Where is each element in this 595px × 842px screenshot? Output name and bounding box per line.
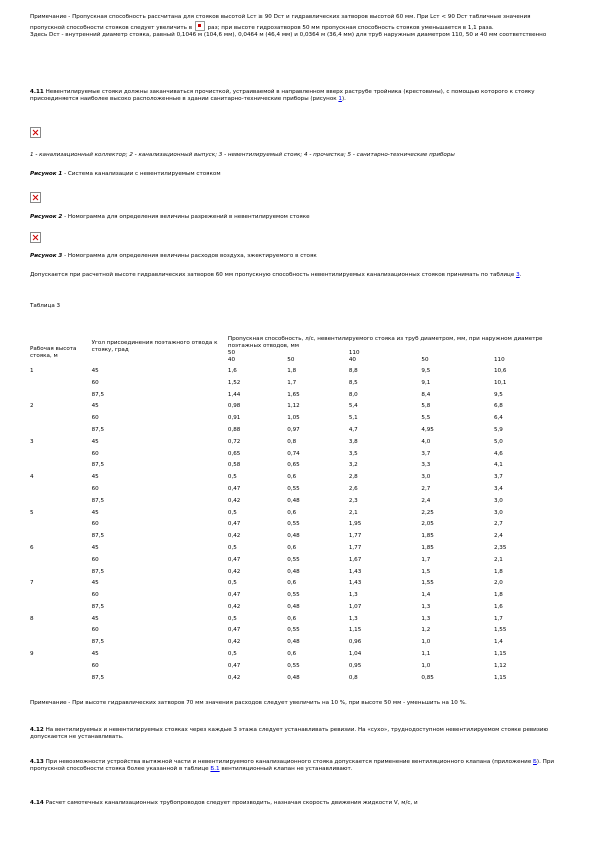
cell-angle: 87,5 [91, 533, 105, 540]
cell-capacity: 1,77 [348, 544, 362, 551]
cell-capacity: 3,0 [493, 497, 503, 504]
cell-capacity: 1,15 [348, 627, 362, 634]
cell-angle: 87,5 [91, 568, 105, 575]
cell-capacity: 2,1 [348, 509, 358, 516]
cell-capacity: 5,1 [348, 415, 358, 422]
cell-height [30, 427, 92, 439]
cell-capacity: 0,42 [227, 639, 241, 646]
cell-capacity: 0,55 [287, 592, 300, 599]
cell-capacity: 8,8 [348, 367, 358, 374]
table-row [30, 486, 560, 498]
cell-height: 6 [30, 544, 34, 551]
cell-height: 2 [30, 403, 34, 410]
cell-angle: 45 [91, 367, 99, 374]
cell-capacity: 1,43 [348, 568, 362, 575]
cell-capacity: 2,8 [348, 474, 358, 481]
cell-capacity: 2,7 [421, 485, 431, 492]
cell-capacity: 2,0 [493, 580, 503, 587]
section-4-11: 4.11 Невентилируемые стояки должны заканчиваться прочисткой, устраиваемой в направленном вверх раструбе тройника (крестовины), с помощью которого к стояку присоединяется наиболее высоко расположенные в здании санитарно-технические приборы (рисунок 1). [30, 89, 535, 102]
table-row [30, 569, 560, 581]
header-capacity: Пропускная способность, л/с, невентилируемого стояка из труб диаметром, мм, при наружном диаметре поэтажных отводов, мм [227, 336, 543, 349]
section-4-12: 4.12 На вентилируемых и невентилируемых стояках через каждые 3 этажа следует устанавливать ревизии. На «сухо», труднодоступном невентилируемом стояке ревизию допускается не устанавливать. [30, 727, 549, 740]
cell-capacity: 2,35 [493, 544, 507, 551]
cell-capacity: 0,72 [227, 438, 241, 445]
cell-capacity: 5,4 [348, 403, 358, 410]
cell-angle: 45 [91, 615, 99, 622]
cell-capacity: 9,5 [421, 367, 431, 374]
figure-3-caption: Рисунок 3 - Номограмма для определения величины расходов воздуха, эжектируемого в стояк [30, 253, 317, 259]
cell-capacity: 1,12 [287, 403, 300, 410]
cell-angle: 60 [91, 556, 99, 563]
cell-capacity: 2,3 [348, 497, 358, 504]
cell-capacity: 3,0 [421, 474, 431, 481]
table-row [30, 439, 560, 451]
cell-angle: 60 [91, 450, 99, 457]
table-row [30, 651, 560, 663]
cell-capacity: 0,95 [348, 662, 362, 669]
cell-capacity: 1,3 [348, 615, 358, 622]
cell-capacity: 0,74 [287, 450, 300, 457]
header-angle: Угол присоединения поэтажного отвода к стояку, град [91, 340, 218, 353]
figure-1-caption: Рисунок 1 - Система канализации с невентилируемым стояком [30, 171, 221, 177]
cell-height [30, 380, 92, 392]
cell-capacity: 1,65 [287, 391, 300, 398]
table-row [30, 580, 560, 592]
cell-capacity: 0,8 [287, 438, 297, 445]
figure-1-link[interactable]: 1 [338, 95, 342, 102]
cell-capacity: 1,2 [421, 627, 431, 634]
table-row [30, 604, 560, 616]
cell-height: 8 [30, 615, 34, 622]
cell-capacity: 6,4 [493, 415, 503, 422]
table-row [30, 592, 560, 604]
cell-capacity: 10,6 [493, 367, 507, 374]
cell-capacity: 0,42 [227, 497, 241, 504]
cell-capacity: 0,47 [227, 521, 241, 528]
cell-capacity: 1,95 [348, 521, 362, 528]
cell-capacity: 0,88 [227, 426, 241, 433]
cell-capacity: 0,48 [287, 568, 300, 575]
cell-angle: 45 [91, 580, 99, 587]
cell-capacity: 1,4 [421, 592, 431, 599]
cell-capacity: 0,48 [287, 533, 300, 540]
cell-capacity: 0,42 [227, 674, 241, 681]
cell-capacity: 0,6 [287, 509, 297, 516]
cell-angle: 60 [91, 379, 99, 386]
cell-capacity: 1,55 [493, 627, 507, 634]
table-row [30, 474, 560, 486]
cell-angle: 60 [91, 592, 99, 599]
cell-capacity: 1,7 [287, 379, 297, 386]
cell-angle: 87,5 [91, 639, 105, 646]
figure-1-legend: 1 - канализационный коллектор; 2 - канализационный выпуск; 3 - невентилируемый стояк; 4 - прочистка; 5 - санитарно-технические приборы [30, 152, 455, 158]
cell-capacity: 8,5 [348, 379, 358, 386]
cell-height [30, 569, 92, 581]
cell-height [30, 663, 92, 675]
table-row [30, 451, 560, 463]
cell-capacity: 1,4 [493, 639, 503, 646]
cell-angle: 87,5 [91, 391, 105, 398]
cell-angle: 60 [91, 415, 99, 422]
cell-capacity: 8,0 [348, 391, 358, 398]
header-sub: 50 [287, 356, 295, 363]
cell-capacity: 5,8 [421, 403, 431, 410]
cell-capacity: 0,5 [227, 509, 237, 516]
table-title: Таблица 3 [30, 303, 61, 309]
cell-capacity: 1,44 [227, 391, 241, 398]
cell-capacity: 3,2 [348, 462, 358, 469]
table-row [30, 415, 560, 427]
cell-capacity: 0,47 [227, 627, 241, 634]
cell-capacity: 0,5 [227, 651, 237, 658]
cell-capacity: 1,12 [493, 662, 507, 669]
cell-capacity: 1,7 [421, 556, 431, 563]
cell-capacity: 1,52 [227, 379, 241, 386]
cell-capacity: 2,4 [421, 497, 431, 504]
cell-capacity: 3,7 [493, 474, 503, 481]
table-row [30, 403, 560, 415]
table-3-intro: Допускается при расчетной высоте гидравлических затворов 60 мм пропускную способность невентилируемых канализационных стояков принимать по таблице 3. [30, 272, 522, 278]
cell-capacity: 1,77 [348, 533, 362, 540]
cell-capacity: 3,8 [348, 438, 358, 445]
cell-height [30, 451, 92, 463]
cell-height [30, 392, 92, 404]
section-4-14: 4.14 Расчет самотечных канализационных трубопроводов следует производить, назначая скорость движения жидкости V, м/с, и [30, 800, 418, 806]
header-d50: 50 [227, 349, 236, 356]
cell-capacity: 10,1 [493, 379, 507, 386]
broken-image-icon [30, 192, 41, 203]
table-row [30, 639, 560, 651]
cell-capacity: 0,91 [227, 415, 241, 422]
cell-capacity: 1,8 [287, 367, 297, 374]
table-row [30, 427, 560, 439]
cell-capacity: 0,55 [287, 627, 300, 634]
cell-capacity: 0,55 [287, 556, 300, 563]
cell-capacity: 0,42 [227, 568, 241, 575]
cell-capacity: 1,15 [493, 674, 507, 681]
cell-capacity: 4,95 [421, 426, 434, 433]
cell-height: 9 [30, 651, 34, 658]
cell-capacity: 3,0 [493, 509, 503, 516]
table-row [30, 498, 560, 510]
cell-angle: 87,5 [91, 674, 105, 681]
cell-angle: 45 [91, 509, 99, 516]
cell-capacity: 1,5 [421, 568, 431, 575]
cell-angle: 45 [91, 474, 99, 481]
table-3-link[interactable]: 3 [516, 272, 520, 278]
appendix-b-link[interactable]: Б [533, 759, 537, 765]
cell-capacity: 1,7 [493, 615, 503, 622]
table-row [30, 521, 560, 533]
table-row [30, 663, 560, 675]
cell-capacity: 0,47 [227, 485, 241, 492]
table-row [30, 627, 560, 639]
cell-capacity: 0,96 [348, 639, 362, 646]
cell-capacity: 0,5 [227, 544, 237, 551]
cell-angle: 45 [91, 651, 99, 658]
cell-capacity: 1,0 [421, 639, 431, 646]
table-body [30, 368, 560, 687]
cell-angle: 60 [91, 485, 99, 492]
cell-capacity: 0,48 [287, 674, 300, 681]
capacity-table [30, 336, 560, 686]
cell-height: 3 [30, 438, 34, 445]
cell-capacity: 0,6 [287, 615, 297, 622]
cell-capacity: 2,7 [493, 521, 503, 528]
cell-height [30, 498, 92, 510]
section-4-13: 4.13 При невозможности устройства вытяжной части и невентилируемого канализационного стояка допускается применение вентиляционного клапана (приложение Б). При пропускной способности стояка более указанной в таблице Б.1 вентиляционный клапан не устанавливают. [30, 759, 555, 772]
table-row [30, 675, 560, 687]
cell-capacity: 0,42 [227, 533, 241, 540]
cell-capacity: 0,58 [227, 462, 241, 469]
cell-capacity: 0,98 [227, 403, 241, 410]
cell-height [30, 521, 92, 533]
header-d110: 110 [348, 349, 360, 356]
cell-capacity: 0,65 [227, 450, 241, 457]
table-row [30, 510, 560, 522]
cell-angle: 87,5 [91, 603, 105, 610]
cell-capacity: 0,55 [287, 521, 300, 528]
cell-height [30, 604, 92, 616]
cell-capacity: 3,7 [421, 450, 431, 457]
cell-angle: 60 [91, 662, 99, 669]
cell-capacity: 3,3 [421, 462, 431, 469]
cell-capacity: 0,6 [287, 474, 297, 481]
cell-capacity: 1,15 [493, 651, 507, 658]
cell-angle: 45 [91, 544, 99, 551]
cell-capacity: 1,6 [493, 603, 503, 610]
cell-capacity: 1,85 [421, 544, 434, 551]
table-b1-link[interactable]: Б.1 [210, 765, 220, 772]
table-row [30, 392, 560, 404]
cell-capacity: 1,55 [421, 580, 434, 587]
cell-capacity: 1,67 [348, 556, 362, 563]
cell-angle: 60 [91, 521, 99, 528]
cell-capacity: 1,07 [348, 603, 362, 610]
cell-height: 4 [30, 474, 34, 481]
formula-image-icon [195, 21, 205, 31]
header-sub: 40 [348, 356, 356, 363]
cell-capacity: 0,65 [287, 462, 300, 469]
cell-height [30, 486, 92, 498]
cell-capacity: 0,47 [227, 556, 241, 563]
cell-capacity: 4,1 [493, 462, 503, 469]
cell-capacity: 1,1 [421, 651, 431, 658]
header-height: Рабочая высота стояка, м [30, 346, 77, 359]
broken-image-icon [30, 127, 41, 138]
cell-capacity: 0,8 [348, 674, 358, 681]
cell-capacity: 3,5 [348, 450, 358, 457]
cell-capacity: 0,48 [287, 497, 300, 504]
cell-capacity: 1,05 [287, 415, 300, 422]
cell-angle: 87,5 [91, 426, 105, 433]
header-sub: 40 [227, 356, 236, 363]
cell-height: 5 [30, 509, 34, 516]
cell-capacity: 1,3 [421, 603, 431, 610]
cell-capacity: 1,3 [421, 615, 431, 622]
cell-capacity: 0,5 [227, 615, 237, 622]
cell-capacity: 1,04 [348, 651, 362, 658]
note-top [30, 14, 565, 39]
table-row [30, 616, 560, 628]
cell-capacity: 5,9 [493, 426, 503, 433]
cell-capacity: 1,0 [421, 662, 431, 669]
cell-capacity: 1,8 [493, 568, 503, 575]
cell-height [30, 462, 92, 474]
cell-height: 7 [30, 580, 34, 587]
cell-height [30, 627, 92, 639]
cell-height [30, 415, 92, 427]
table-row [30, 545, 560, 557]
table-row [30, 368, 560, 380]
cell-capacity: 6,8 [493, 403, 503, 410]
cell-capacity: 0,85 [421, 674, 434, 681]
figure-2-caption: Рисунок 2 - Номограмма для определения величины разрежений в невентилируемом стояке [30, 214, 310, 220]
cell-capacity: 4,0 [421, 438, 431, 445]
cell-capacity: 3,4 [493, 485, 503, 492]
cell-capacity: 0,42 [227, 603, 241, 610]
cell-capacity: 2,4 [493, 533, 503, 540]
cell-capacity: 2,6 [348, 485, 358, 492]
cell-capacity: 0,55 [287, 662, 300, 669]
header-sub: 110 [493, 356, 505, 363]
broken-image-icon [30, 232, 41, 243]
cell-capacity: 0,47 [227, 662, 241, 669]
cell-angle: 87,5 [91, 462, 105, 469]
cell-height [30, 533, 92, 545]
cell-height [30, 639, 92, 651]
cell-capacity: 9,5 [493, 391, 503, 398]
cell-capacity: 5,5 [421, 415, 431, 422]
cell-height: 1 [30, 367, 34, 374]
cell-capacity: 2,1 [493, 556, 503, 563]
cell-capacity: 0,5 [227, 474, 237, 481]
header-sub: 50 [421, 356, 429, 363]
cell-height [30, 675, 92, 687]
cell-capacity: 0,48 [287, 603, 300, 610]
cell-capacity: 9,1 [421, 379, 431, 386]
cell-capacity: 1,43 [348, 580, 362, 587]
cell-angle: 45 [91, 403, 99, 410]
cell-capacity: 0,55 [287, 485, 300, 492]
cell-capacity: 0,5 [227, 580, 237, 587]
table-note: Примечание - При высоте гидравлических затворов 70 мм значения расходов следует увеличить на 10 %, при высоте 50 мм - уменьшить на 10 %. [30, 700, 467, 706]
cell-angle: 45 [91, 438, 99, 445]
cell-capacity: 0,97 [287, 426, 300, 433]
cell-capacity: 5,0 [493, 438, 503, 445]
table-row [30, 533, 560, 545]
cell-capacity: 8,4 [421, 391, 431, 398]
cell-capacity: 1,3 [348, 592, 358, 599]
table-row [30, 462, 560, 474]
cell-height [30, 557, 92, 569]
table-row [30, 557, 560, 569]
cell-capacity: 0,6 [287, 544, 297, 551]
cell-capacity: 4,7 [348, 426, 358, 433]
cell-capacity: 0,48 [287, 639, 300, 646]
cell-capacity: 1,85 [421, 533, 434, 540]
cell-angle: 87,5 [91, 497, 105, 504]
cell-capacity: 2,05 [421, 521, 434, 528]
table-row [30, 380, 560, 392]
cell-capacity: 1,6 [227, 367, 237, 374]
cell-capacity: 4,6 [493, 450, 503, 457]
note-top-p2: Здесь Dст - внутренний диаметр стояка, равный 0,1046 м (104,6 мм), 0,0464 м (46,4 мм) и 0,0364 м (36,4 мм) для труб наружным диаметром 110, 50 и 40 мм соответственно [30, 31, 547, 38]
note-top-p1: Примечание - Пропускная способность рассчитана для стояков высотой Lст ≥ 90 Dст и гидравлических затворов высотой 60 мм. При Lст < 90 Dст табличные значения пропускной способности стояков следует увеличить в раз; при высоте гидрозатворов 50 мм пропускная способность стояков уменьшается в 1,1 раза. [30, 14, 531, 31]
cell-capacity: 0,6 [287, 580, 297, 587]
cell-height [30, 592, 92, 604]
cell-capacity: 2,25 [421, 509, 434, 516]
cell-capacity: 1,8 [493, 592, 503, 599]
cell-capacity: 0,6 [287, 651, 297, 658]
cell-capacity: 0,47 [227, 592, 241, 599]
cell-angle: 60 [91, 627, 99, 634]
